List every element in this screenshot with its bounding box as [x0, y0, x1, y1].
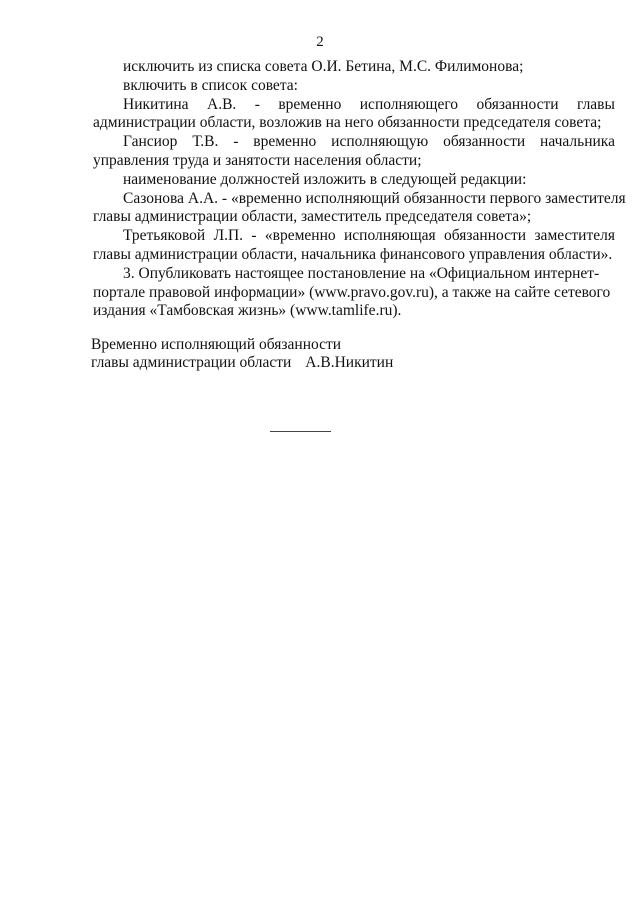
- word: Т.В.: [192, 133, 219, 151]
- signatory-name: А.В.Никитин: [305, 354, 394, 371]
- rename-intro-paragraph: наименование должностей изложить в следующей редакции:: [123, 170, 527, 188]
- word: временно: [278, 95, 342, 113]
- word: исполняющего: [359, 95, 459, 113]
- word: -: [251, 227, 257, 245]
- word: начальника: [540, 133, 615, 151]
- word: обязанности: [444, 227, 527, 245]
- publish-line-2: портале правовой информации» (www.pravo.gov.ru), а также на сайте сетевого: [93, 283, 611, 301]
- gansior-line-1: [93, 133, 615, 152]
- sazonova-line-1: Сазонова А.А. - «временно исполняющий обязанности первого заместителя: [123, 189, 626, 207]
- signature-block: [91, 336, 393, 372]
- word: Третьяковой: [123, 227, 206, 245]
- word: А.В.: [207, 95, 237, 113]
- tretyakova-line-1: [93, 227, 615, 246]
- exclude-paragraph: исключить из списка совета О.И. Бетина, М.С. Филимонова;: [123, 58, 524, 75]
- publish-line-3: издания «Тамбовская жизнь» (www.tamlife.ru).: [93, 302, 402, 320]
- word: Гансиор: [123, 133, 178, 151]
- sazonova-line-2: главы администрации области, заместитель председателя совета»;: [93, 208, 532, 226]
- signature-position-line-1: Временно исполняющий обязанности: [91, 336, 342, 353]
- nikitina-line-2: администрации области, возложив на него обязанности председателя совета;: [93, 114, 602, 132]
- nikitina-line-1: [93, 96, 615, 115]
- signature-position-line-2: [91, 354, 393, 372]
- word: исполняющую: [331, 133, 429, 151]
- page-number: 2: [316, 34, 324, 50]
- word: главы: [577, 95, 615, 113]
- word: временно: [253, 133, 317, 151]
- tretyakova-line-2: главы администрации области, начальника финансового управления области».: [93, 245, 613, 263]
- word: заместителя: [534, 227, 615, 245]
- end-of-text-divider: [270, 431, 331, 432]
- word: Л.П.: [213, 227, 244, 245]
- gansior-line-2: управления труда и занятости населения области;: [93, 151, 422, 169]
- include-intro-paragraph: включить в список совета:: [123, 76, 298, 94]
- word: обязанности: [443, 133, 526, 151]
- document-body: [93, 58, 626, 321]
- signature-position-text: главы администрации области: [91, 354, 292, 371]
- word: исполняющая: [343, 227, 436, 245]
- word: «временно: [264, 227, 336, 245]
- word: -: [254, 95, 260, 113]
- word: Никитина: [123, 95, 189, 113]
- word: обязанности: [476, 95, 559, 113]
- word: -: [233, 133, 239, 151]
- publish-line-1: 3. Опубликовать настоящее постановление на «Официальном интернет-: [123, 264, 600, 282]
